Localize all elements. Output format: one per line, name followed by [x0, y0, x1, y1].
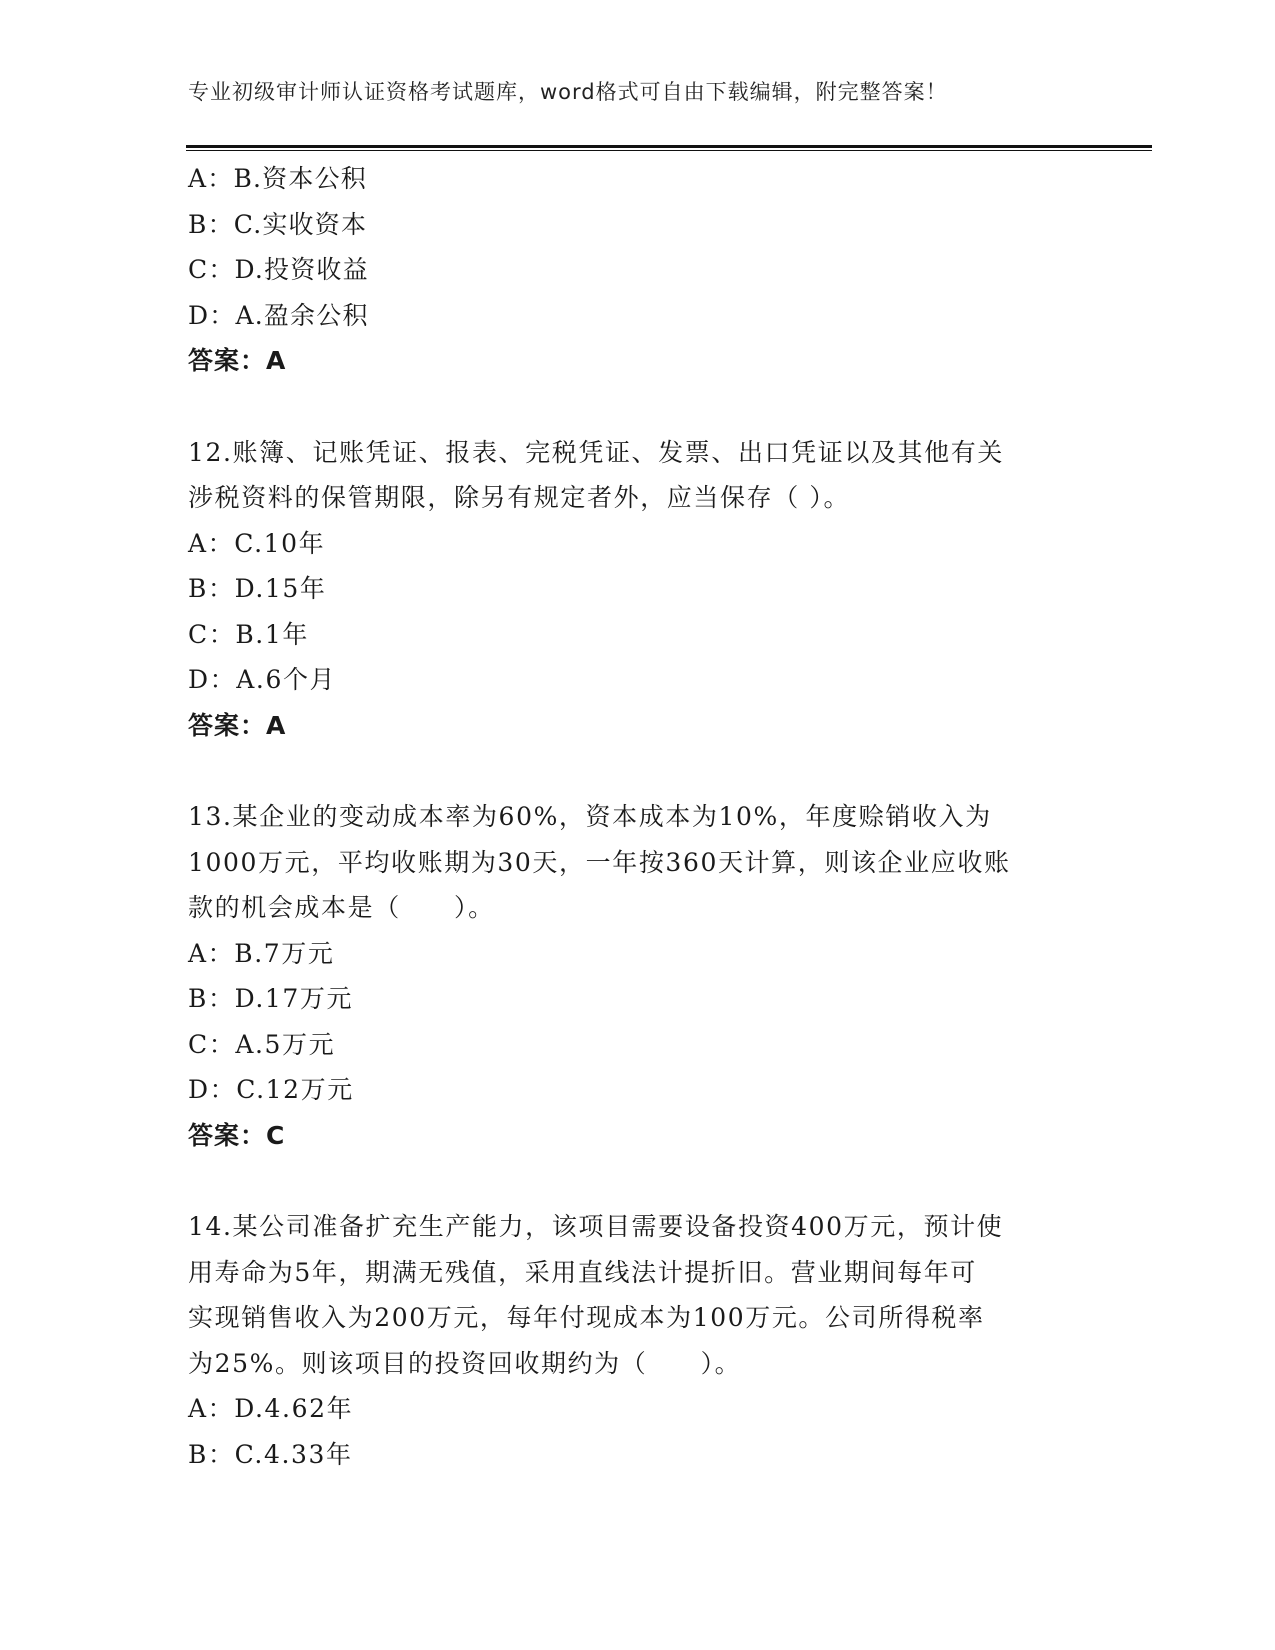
option-b: B：C.4.33年 — [188, 1439, 353, 1469]
question-content — [188, 156, 1088, 1477]
option-b: B：D.15年 — [188, 574, 327, 603]
question-block-14 — [188, 1204, 1088, 1477]
spacer — [188, 748, 1088, 794]
header-rule-thick — [186, 145, 1152, 148]
document-header: 专业初级审计师认证资格考试题库，word格式可自由下载编辑，附完整答案！ — [188, 80, 948, 104]
answer-line: 答案：C — [188, 1120, 286, 1150]
option-c: C：D.投资收益 — [188, 255, 369, 284]
question-text-line: 13.某企业的变动成本率为60%，资本成本为10%，年度赊销收入为 — [188, 802, 992, 831]
option-d: D：A.6个月 — [188, 665, 337, 694]
spacer — [188, 384, 1088, 430]
header-rule-thin — [186, 150, 1152, 151]
option-a: A：D.4.62年 — [188, 1394, 354, 1423]
question-text-line: 实现销售收入为200万元，每年付现成本为100万元。公司所得税率 — [188, 1303, 985, 1332]
question-text-line: 12.账簿、记账凭证、报表、完税凭证、发票、出口凭证以及其他有关 — [188, 437, 1004, 467]
option-d: D：C.12万元 — [188, 1075, 354, 1104]
question-block-13 — [188, 794, 1088, 1158]
answer-line: 答案：A — [188, 710, 287, 740]
option-c: C：B.1年 — [188, 619, 309, 649]
question-text-line: 为25%。则该项目的投资回收期约为（ ）。 — [188, 1348, 742, 1378]
option-d: D：A.盈余公积 — [188, 300, 369, 330]
spacer — [188, 1158, 1088, 1204]
question-text-line: 14.某公司准备扩充生产能力，该项目需要设备投资400万元，预计使 — [188, 1212, 1004, 1241]
answer-line: 答案：A — [188, 346, 287, 375]
option-a: A：B.7万元 — [188, 938, 335, 968]
question-block-12 — [188, 430, 1088, 749]
question-text-line: 款的机会成本是（ ）。 — [188, 893, 495, 922]
question-text-line: 用寿命为5年，期满无残值，采用直线法计提折旧。营业期间每年可 — [188, 1257, 977, 1287]
option-c: C：A.5万元 — [188, 1029, 336, 1059]
option-b: B：D.17万元 — [188, 984, 354, 1013]
question-block-11 — [188, 156, 1088, 384]
option-b: B：C.实收资本 — [188, 209, 368, 239]
question-text-line: 涉税资料的保管期限，除另有规定者外，应当保存（ ）。 — [188, 483, 851, 512]
option-a: A：C.10年 — [188, 528, 326, 558]
question-text-line: 1000万元，平均收账期为30天，一年按360天计算，则该企业应收账 — [188, 847, 1011, 877]
option-a: A：B.资本公积 — [188, 164, 367, 193]
